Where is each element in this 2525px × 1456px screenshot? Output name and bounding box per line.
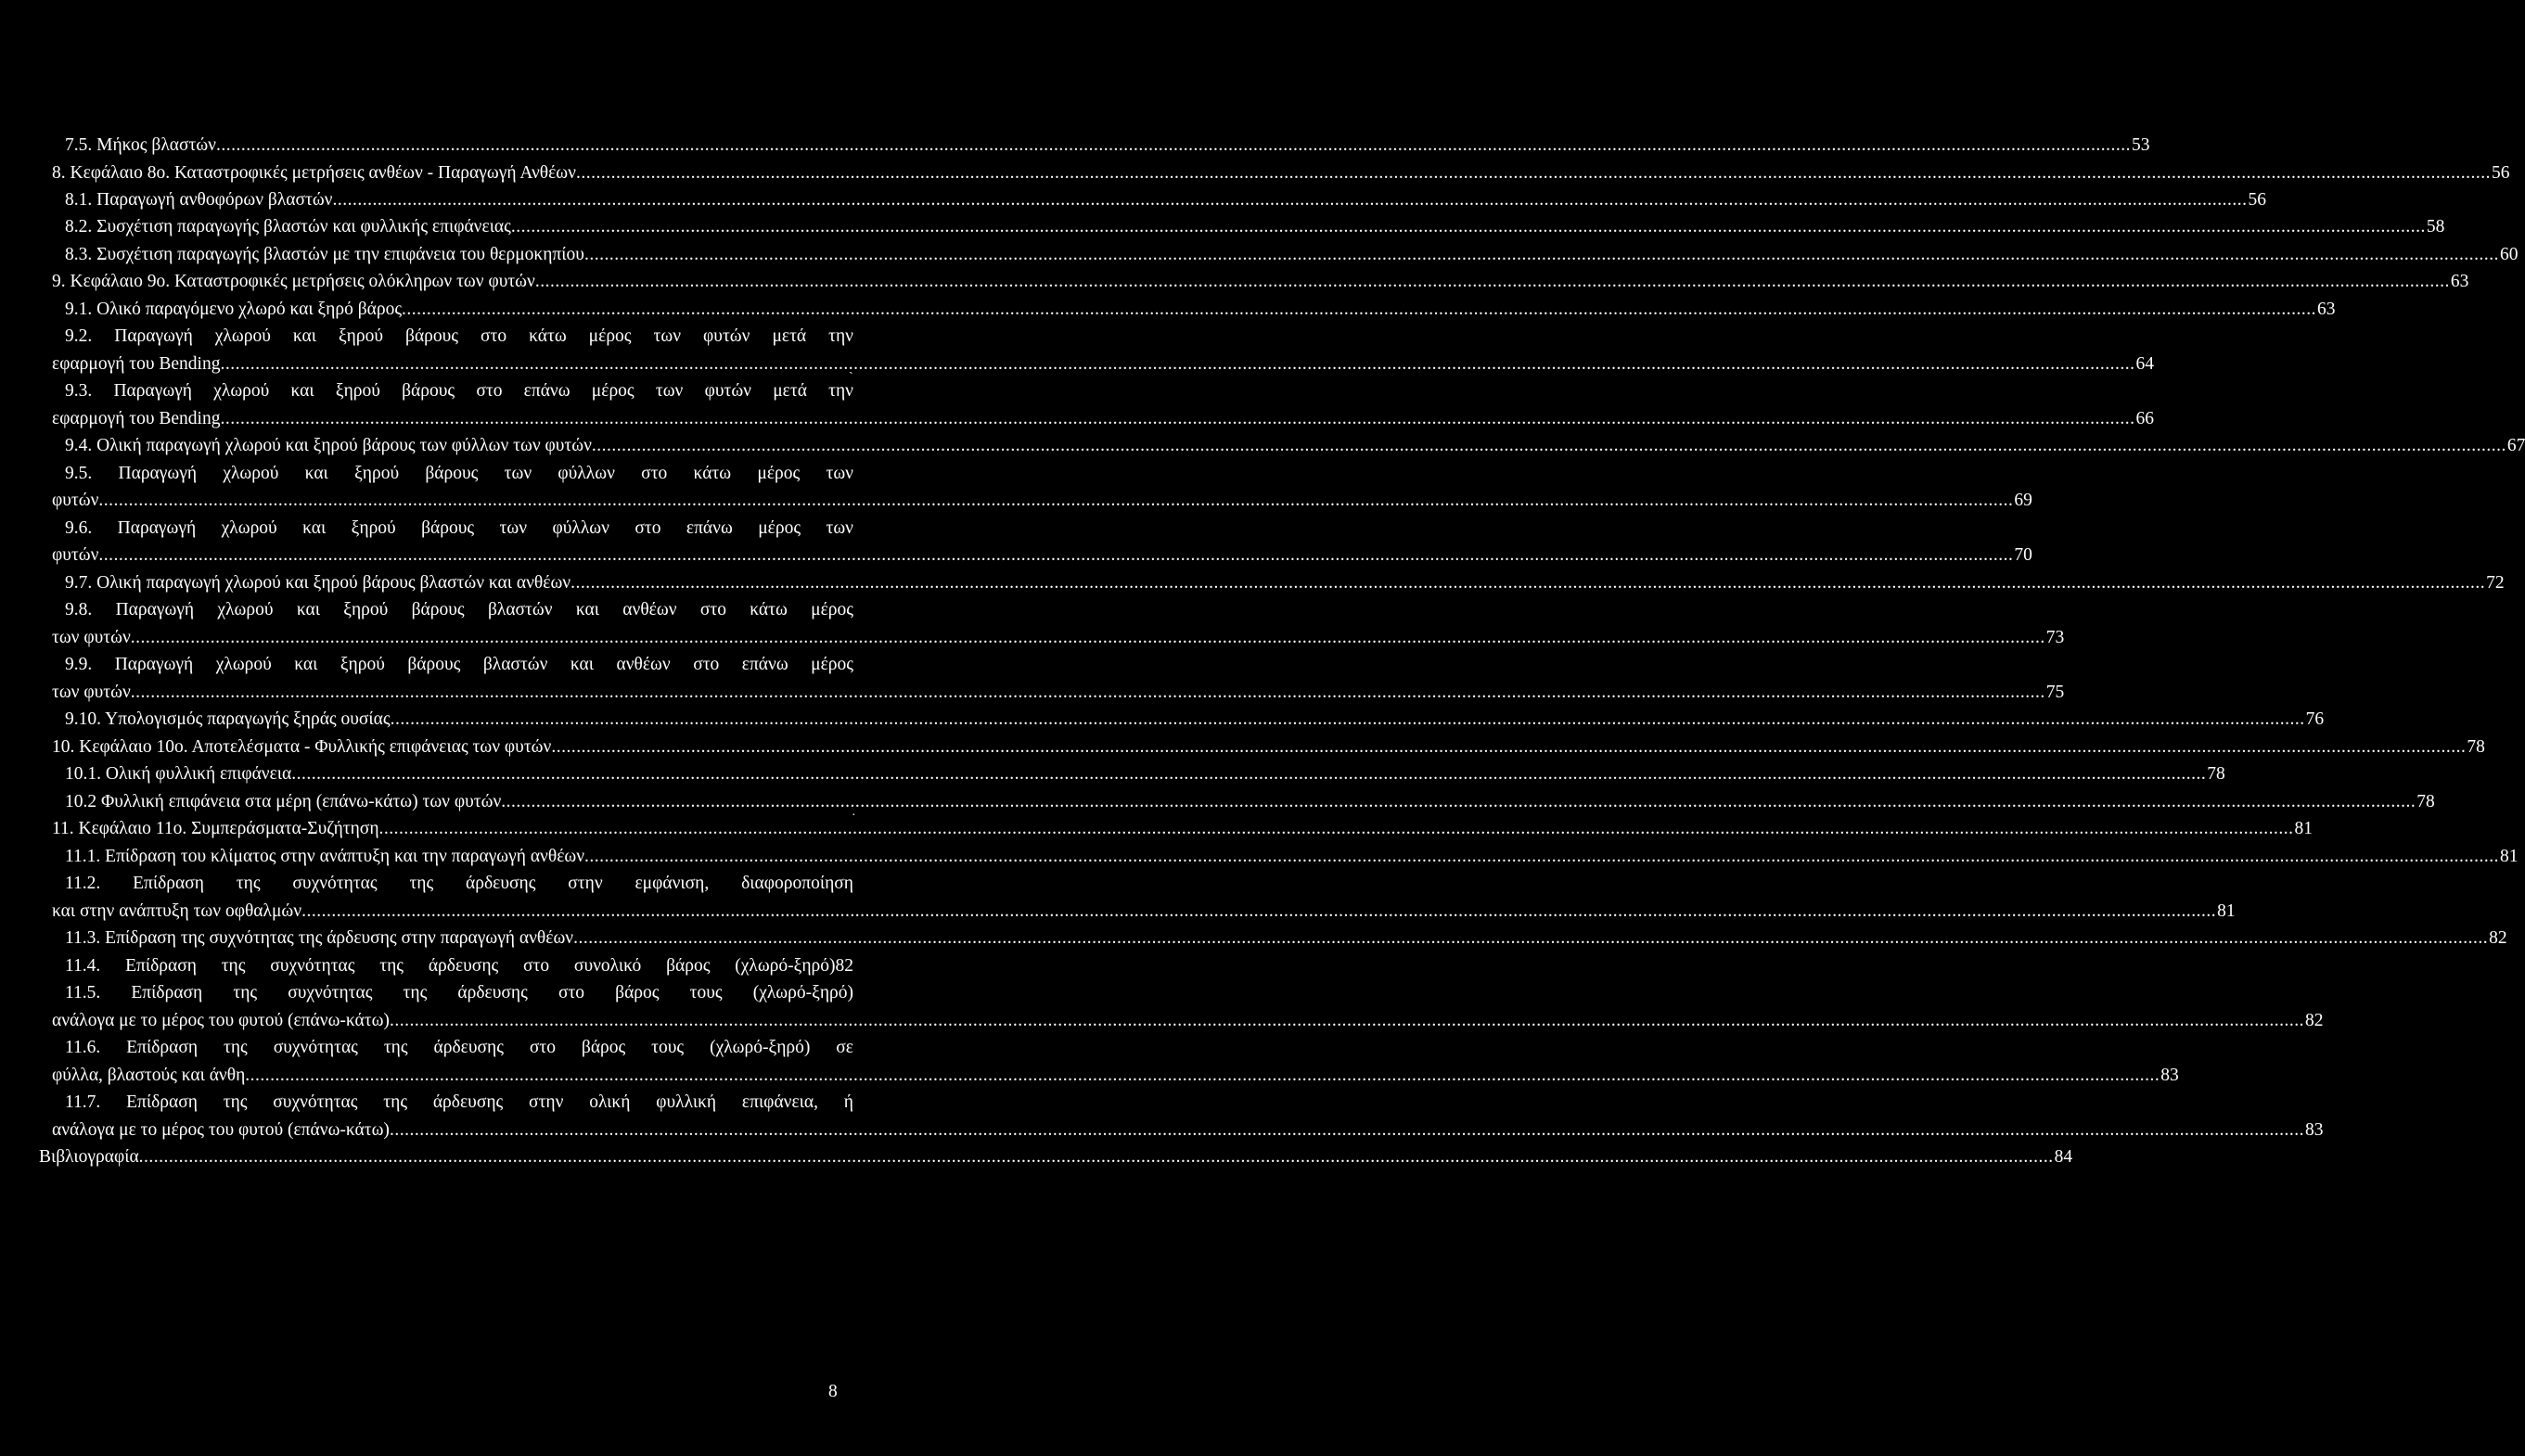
toc-line xyxy=(52,160,2510,186)
toc-dot-leader xyxy=(333,186,2248,213)
toc-dot-leader xyxy=(584,843,2499,870)
toc-line xyxy=(65,952,853,979)
toc-line xyxy=(65,460,853,487)
toc-line xyxy=(52,679,2065,706)
toc-line xyxy=(39,1143,2073,1170)
toc-page-number: 81 xyxy=(2500,847,2519,866)
toc-line xyxy=(65,186,2266,213)
toc-line xyxy=(52,542,2032,568)
toc-page-number: 72 xyxy=(2486,573,2505,593)
toc-entry-title: 9.7. Ολική παραγωγή χλωρού και ξηρού βάρους βλαστών και ανθέων xyxy=(65,573,571,593)
toc-dot-leader xyxy=(570,569,2485,596)
toc-page-number: 53 xyxy=(2132,135,2150,155)
toc-page-number: 75 xyxy=(2045,683,2065,702)
toc-entry-title: 8. Κεφάλαιο 8ο. Καταστροφικές μετρήσεις ανθέων - Παραγωγή Ανθέων xyxy=(52,163,576,183)
toc-dot-leader xyxy=(98,487,2013,514)
toc-entry-title: 9.6. Παραγωγή χλωρού και ξηρού βάρους των φύλλων στο επάνω μέρος των xyxy=(65,518,853,538)
toc-dot-leader xyxy=(402,296,2316,323)
toc-line xyxy=(52,734,2485,760)
toc-line xyxy=(65,596,853,623)
toc-page-number: 81 xyxy=(2294,819,2314,838)
toc-dot-leader xyxy=(245,1062,2160,1089)
toc-entry-title: 9.9. Παραγωγή χλωρού και ξηρού βάρους βλαστών και ανθέων στο επάνω μέρος xyxy=(65,655,853,674)
toc-line xyxy=(65,870,853,897)
toc-line xyxy=(52,351,2154,377)
toc-page-number: 83 xyxy=(2160,1066,2179,1085)
toc-page-number: 82 xyxy=(2489,928,2507,948)
toc-dot-leader xyxy=(301,898,2216,925)
toc-entry-title: 9.2. Παραγωγή χλωρού και ξηρού βάρους στο κάτω μέρος των φυτών μετά την xyxy=(65,326,853,346)
toc-page-number: 58 xyxy=(2426,217,2445,236)
toc-entry-title: 9.5. Παραγωγή χλωρού και ξηρού βάρους των φύλλων στο κάτω μέρος των xyxy=(65,464,853,483)
toc-line xyxy=(65,515,853,542)
toc-entry-title: 10.1. Ολική φυλλική επιφάνεια xyxy=(65,764,292,784)
toc-line xyxy=(52,624,2065,651)
toc-entry-title: 11.6. Επίδραση της συχνότητας της άρδευσης στο βάρος τους (χλωρό-ξηρό) σε xyxy=(65,1038,853,1057)
toc-line xyxy=(65,569,2505,596)
toc-line xyxy=(52,898,2236,925)
toc-line xyxy=(65,323,853,350)
toc-line xyxy=(52,815,2314,842)
toc-line xyxy=(52,405,2154,432)
toc-page-number: 78 xyxy=(2416,792,2435,811)
toc-page-number: 67 xyxy=(2506,436,2525,455)
toc-entry-title: 8.3. Συσχέτιση παραγωγής βλαστών με την επιφάνεια του θερμοκηπίου xyxy=(65,245,584,264)
toc-page-number: 73 xyxy=(2045,628,2065,647)
toc-dot-leader xyxy=(131,624,2045,651)
toc-entry-title: 11.2. Επίδραση της συχνότητας της άρδευσης στην εμφάνιση, διαφοροποίηση xyxy=(65,874,853,893)
toc-entry-title: 9.3. Παραγωγή χλωρού και ξηρού βάρους στο επάνω μέρος των φυτών μετά την xyxy=(65,381,853,401)
toc-entry-title: 9.10. Υπολογισμός παραγωγής ξηράς ουσίας xyxy=(65,709,391,729)
toc-entry-title: των φυτών xyxy=(52,683,131,702)
toc-entry-title: 11.3. Επίδραση της συχνότητας της άρδευσης στην παραγωγή ανθέων xyxy=(65,928,574,948)
toc-dot-leader xyxy=(576,160,2491,186)
toc-dot-leader xyxy=(501,788,2416,815)
toc-page-number: 56 xyxy=(2248,190,2266,210)
toc-dot-leader xyxy=(390,1117,2304,1143)
toc-page-number: 66 xyxy=(2135,409,2154,428)
toc-dot-leader xyxy=(511,213,2426,240)
toc-dot-leader xyxy=(592,432,2506,459)
toc-line xyxy=(52,1007,2324,1034)
toc-entry-title: ανάλογα με το μέρος του φυτού (επάνω-κάτω) xyxy=(52,1120,390,1140)
toc-line xyxy=(65,788,2435,815)
toc-line xyxy=(65,432,2525,459)
toc-dot-leader xyxy=(390,1007,2304,1034)
toc-page-number: 83 xyxy=(2304,1120,2324,1140)
toc-entry-title: εφαρμογή του Bending xyxy=(52,354,221,374)
toc-line xyxy=(65,241,2519,268)
toc-line xyxy=(65,651,853,678)
toc-entry-title: φυτών xyxy=(52,491,99,510)
toc-page-number: 63 xyxy=(2450,272,2469,291)
toc-entry-title: 8.2. Συσχέτιση παραγωγής βλαστών και φυλλικής επιφάνειας xyxy=(65,217,511,236)
toc-page-number: 84 xyxy=(2054,1147,2073,1167)
toc-dot-leader xyxy=(216,132,2131,159)
toc-line xyxy=(65,843,2519,870)
toc-entry-title: 11.1. Επίδραση του κλίματος στην ανάπτυξη και την παραγωγή ανθέων xyxy=(65,847,585,866)
toc-entry-title: φυτών xyxy=(52,545,99,565)
toc-entry-title: Βιβλιογραφία xyxy=(39,1147,139,1167)
toc-line xyxy=(52,487,2032,514)
toc-entry-title: φύλλα, βλαστούς και άνθη xyxy=(52,1066,246,1085)
toc-page-number: 81 xyxy=(2217,901,2236,921)
toc-dot-leader xyxy=(379,815,2294,842)
toc-entry-title: ανάλογα με το μέρος του φυτού (επάνω-κάτω) xyxy=(52,1011,390,1030)
toc-dot-leader xyxy=(551,734,2466,760)
toc-entry-title: 11.5. Επίδραση της συχνότητας της άρδευσης στο βάρος τους (χλωρό-ξηρό) xyxy=(65,983,853,1003)
toc-dot-leader xyxy=(131,679,2045,706)
toc-entry-title: εφαρμογή του Bending xyxy=(52,409,221,428)
toc-entry-title: 9.8. Παραγωγή χλωρού και ξηρού βάρους βλαστών και ανθέων στο κάτω μέρος xyxy=(65,600,853,619)
toc-page-number: 69 xyxy=(2014,491,2032,510)
toc-page-number: 76 xyxy=(2305,709,2325,729)
toc-line xyxy=(65,132,2150,159)
toc-page-number: 63 xyxy=(2317,300,2336,319)
toc-entry-title: 11. Κεφάλαιο 11ο. Συμπεράσματα-Συζήτηση xyxy=(52,819,379,838)
toc-entry-title: 9. Κεφάλαιο 9ο. Καταστροφικές μετρήσεις ολόκληρων των φυτών xyxy=(52,272,535,291)
toc-dot-leader xyxy=(98,542,2013,568)
toc-entry-title: 7.5. Μήκος βλαστών xyxy=(65,135,216,155)
toc-entry-title: 10.2 Φυλλική επιφάνεια στα μέρη (επάνω-κάτω) των φυτών xyxy=(65,792,502,811)
toc-entry-title: 11.7. Επίδραση της συχνότητας της άρδευσης στην ολική φυλλική επιφάνεια, ή xyxy=(65,1092,853,1112)
toc-entry-title: 9.4. Ολική παραγωγή χλωρού και ξηρού βάρους των φύλλων των φυτών xyxy=(65,436,592,455)
page-number: 8 xyxy=(828,1382,838,1401)
toc-entry-title: και στην ανάπτυξη των οφθαλμών xyxy=(52,901,302,921)
toc-page-number: 64 xyxy=(2135,354,2154,374)
toc-page-number: 78 xyxy=(2467,737,2485,757)
toc-page-number: 70 xyxy=(2014,545,2032,565)
toc-page-number: 56 xyxy=(2491,163,2510,183)
toc-line xyxy=(65,979,853,1006)
toc-line xyxy=(65,296,2336,323)
toc-dot-leader xyxy=(535,268,2450,295)
scan-mark: · xyxy=(852,809,856,823)
toc-dot-leader xyxy=(584,241,2499,268)
toc-line xyxy=(65,213,2445,240)
toc-line xyxy=(52,268,2469,295)
toc-page-number: 78 xyxy=(2207,764,2225,784)
toc-entry-title: 8.1. Παραγωγή ανθοφόρων βλαστών xyxy=(65,190,333,210)
toc-page-number: 82 xyxy=(2304,1011,2324,1030)
toc-entry-title: 9.1. Ολικό παραγόμενο χλωρό και ξηρό βάρος xyxy=(65,300,403,319)
toc-line xyxy=(65,377,853,404)
toc-line xyxy=(65,1089,853,1116)
toc-entry-title: 11.4. Επίδραση της συχνότητας της άρδευσης στο συνολικό βάρος (χλωρό-ξηρό)82 xyxy=(65,956,853,976)
toc-line xyxy=(52,1062,2179,1089)
scan-mark: ˎ xyxy=(849,361,853,375)
toc-line xyxy=(65,760,2225,787)
toc-entry-title: 10. Κεφάλαιο 10ο. Αποτελέσματα - Φυλλικής επιφάνειας των φυτών xyxy=(52,737,552,757)
toc-line xyxy=(65,706,2325,733)
toc-dot-leader xyxy=(220,351,2134,377)
toc-line xyxy=(52,1117,2324,1143)
toc-line xyxy=(65,925,2507,952)
toc-dot-leader xyxy=(291,760,2206,787)
toc-dot-leader xyxy=(391,706,2305,733)
toc-entry-title: των φυτών xyxy=(52,628,131,647)
toc-dot-leader xyxy=(220,405,2134,432)
toc-dot-leader xyxy=(139,1143,2054,1170)
toc-line xyxy=(65,1034,853,1061)
toc-dot-leader xyxy=(573,925,2488,952)
toc-page-number: 60 xyxy=(2499,245,2519,264)
